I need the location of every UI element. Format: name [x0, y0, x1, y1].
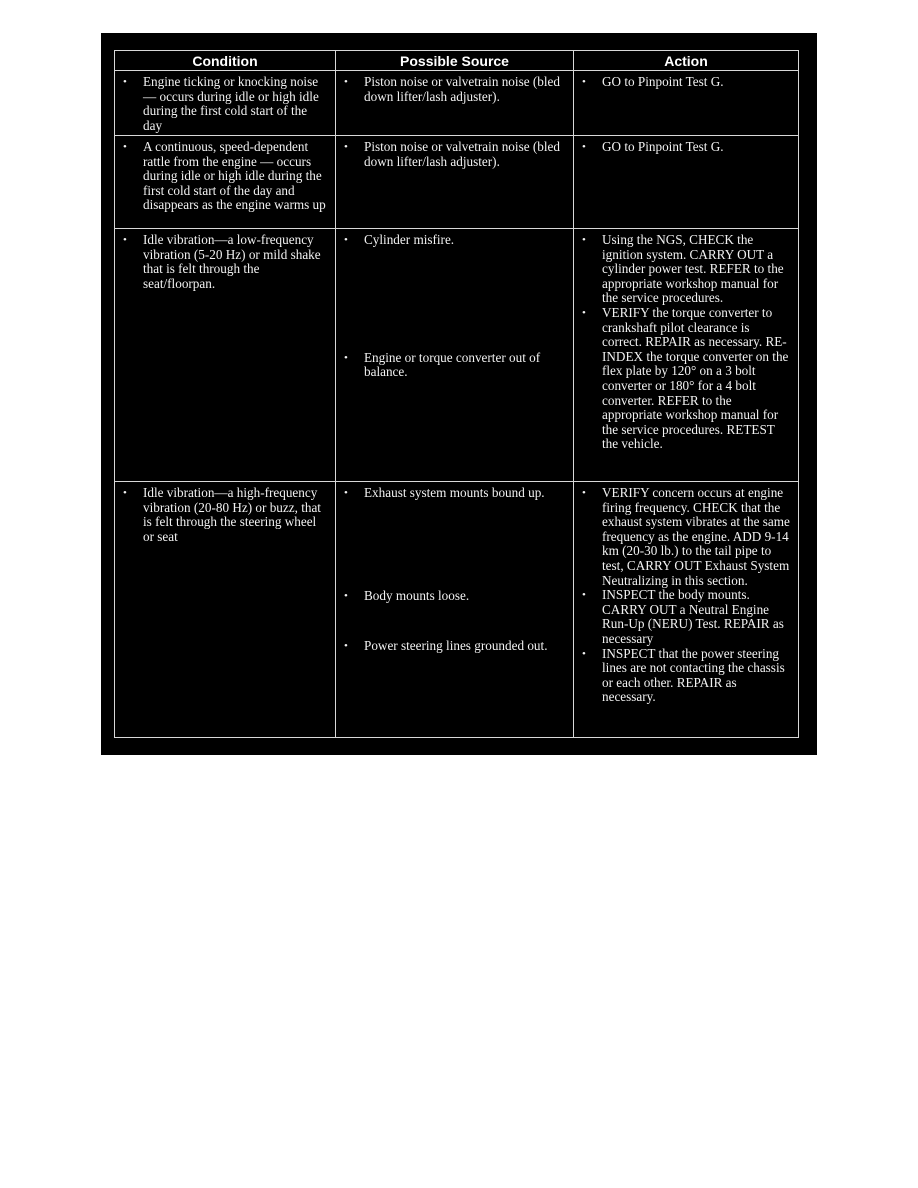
- action-text: Using the NGS, CHECK the ignition system. CARRY OUT a cylinder power test. REFER to the appropriate workshop manual for the service procedures.: [602, 232, 784, 306]
- source-text: Piston noise or valvetrain noise (bled down lifter/lash adjuster).: [364, 139, 560, 169]
- header-condition: Condition: [115, 51, 336, 71]
- action-text: VERIFY the torque converter to crankshaft pilot clearance is correct. REPAIR as necessary. RE-INDEX the torque converter on the flex plate by 120° on a 3 bolt converter or 180° for a 4 bolt converter. REFER to the appropriate workshop manual for the service procedures. RETEST the vehicle.: [602, 304, 789, 452]
- source-cell: [336, 136, 574, 229]
- action-cell: [574, 136, 799, 229]
- source-cell: [336, 482, 574, 738]
- table-row: [115, 482, 799, 738]
- condition-cell: [115, 482, 336, 738]
- source-text: Cylinder misfire.: [364, 232, 455, 247]
- table-header-row: [115, 51, 799, 71]
- table-row: [115, 229, 799, 482]
- source-text: Piston noise or valvetrain noise (bled down lifter/lash adjuster).: [364, 74, 560, 104]
- bullet-icon: •: [582, 234, 586, 246]
- condition-text: Idle vibration—a high-frequency vibration (20-80 Hz) or buzz, that is felt through the steering wheel or seat: [143, 485, 321, 544]
- bullet-icon: •: [123, 76, 127, 88]
- action-cell: [574, 71, 799, 136]
- source-text: Exhaust system mounts bound up.: [364, 485, 545, 500]
- bullet-icon: •: [123, 141, 127, 153]
- header-action: Action: [574, 51, 799, 71]
- action-cell: [574, 229, 799, 482]
- bullet-icon: •: [344, 589, 348, 602]
- condition-cell: [115, 229, 336, 482]
- action-cell: [574, 482, 799, 738]
- diagnosis-table-panel: [101, 33, 817, 755]
- source-cell: [336, 229, 574, 482]
- bullet-icon: •: [582, 647, 586, 660]
- bullet-icon: •: [344, 141, 348, 153]
- bullet-icon: •: [582, 306, 586, 319]
- condition-text: A continuous, speed-dependent rattle from the engine — occurs during idle or high idle during the first cold start of the day and disappears as the engine warms up: [143, 139, 326, 213]
- source-text: Engine or torque converter out of balance.: [364, 349, 541, 380]
- table-row: [115, 136, 799, 229]
- bullet-icon: •: [344, 487, 348, 499]
- condition-cell: [115, 71, 336, 136]
- header-possible-source: Possible Source: [336, 51, 574, 71]
- condition-cell: [115, 136, 336, 229]
- source-text: Body mounts loose.: [364, 587, 470, 603]
- action-text: VERIFY concern occurs at engine firing frequency. CHECK that the exhaust system vibrates at the same frequency as the engine. ADD 9-14 km (20-30 lb.) to the tail pipe to test, CARRY OUT Exhaust System Neutralizing in this section.: [602, 485, 790, 588]
- bullet-icon: •: [582, 589, 586, 602]
- condition-text: Engine ticking or knocking noise — occurs during idle or high idle during the first cold start of the day: [143, 74, 319, 133]
- bullet-icon: •: [582, 487, 586, 499]
- table-row: [115, 71, 799, 136]
- action-text: GO to Pinpoint Test G.: [602, 139, 724, 154]
- source-text: Power steering lines grounded out.: [364, 638, 548, 654]
- diagnosis-table: [114, 50, 799, 738]
- action-text: INSPECT that the power steering lines are not contacting the chassis or each other. REPAIR as necessary.: [602, 645, 785, 705]
- condition-text: Idle vibration—a low-frequency vibration (5-20 Hz) or mild shake that is felt through the seat/floorpan.: [143, 232, 321, 291]
- bullet-icon: •: [344, 351, 348, 364]
- bullet-icon: •: [582, 76, 586, 88]
- bullet-icon: •: [123, 487, 127, 499]
- bullet-icon: •: [344, 76, 348, 88]
- bullet-icon: •: [123, 234, 127, 246]
- bullet-icon: •: [344, 234, 348, 246]
- source-cell: [336, 71, 574, 136]
- bullet-icon: •: [582, 141, 586, 153]
- bullet-icon: •: [344, 640, 348, 653]
- action-text: INSPECT the body mounts. CARRY OUT a Neutral Engine Run-Up (NERU) Test. REPAIR as necessary: [602, 587, 784, 646]
- action-text: GO to Pinpoint Test G.: [602, 74, 724, 89]
